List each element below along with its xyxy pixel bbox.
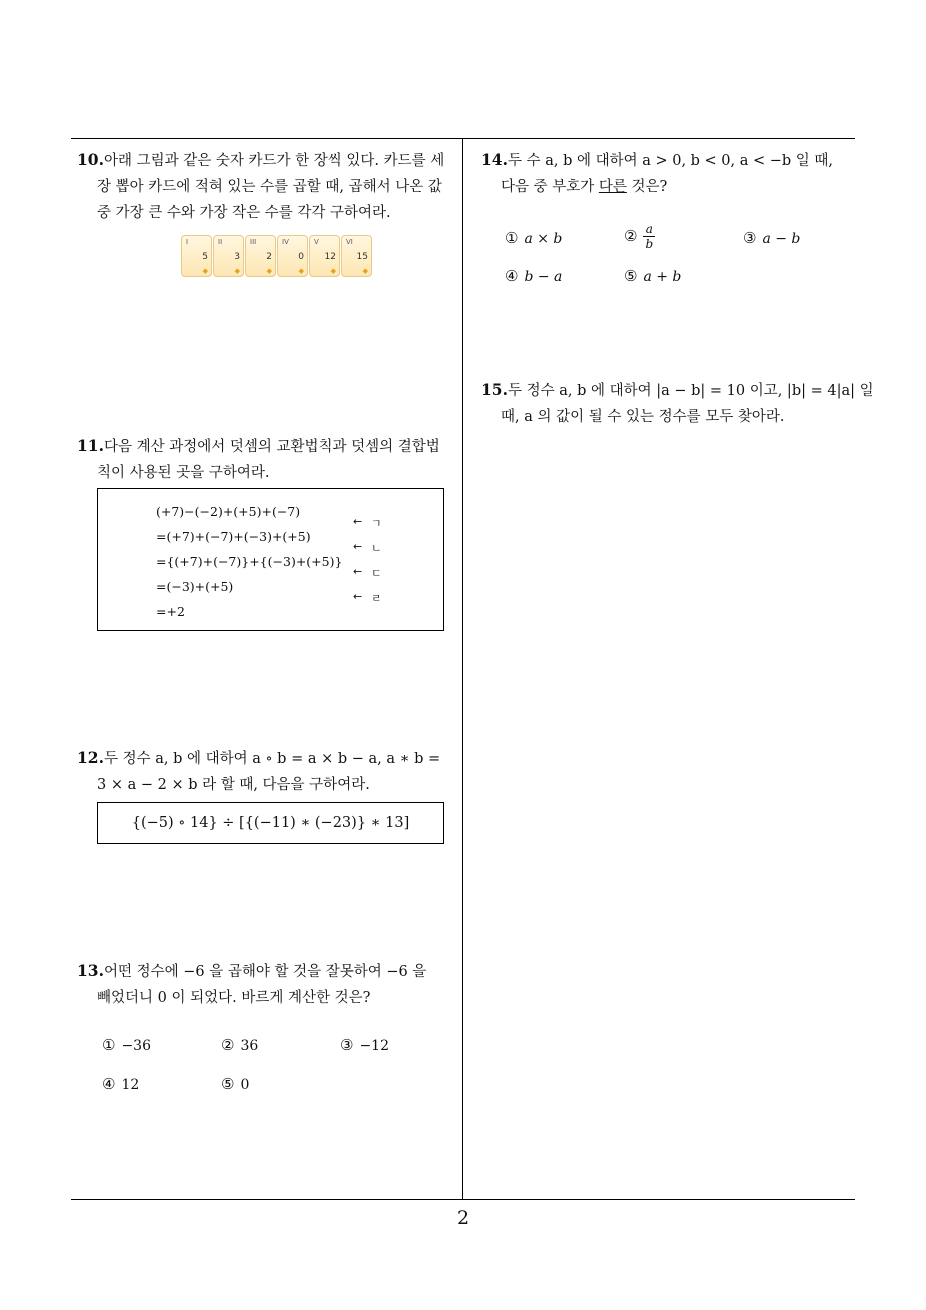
choice-text: −12 bbox=[359, 1038, 389, 1054]
numerator: a bbox=[643, 222, 655, 237]
card-roman: I bbox=[186, 238, 189, 246]
card-value: 3 bbox=[234, 252, 240, 262]
card-roman: III bbox=[250, 238, 257, 246]
page-number: 2 bbox=[456, 1207, 470, 1229]
problem-text: 다음 계산 과정에서 덧셈의 교환법칙과 덧셈의 결합법 bbox=[103, 439, 440, 455]
expression-box bbox=[97, 802, 444, 844]
calculation-box bbox=[97, 488, 444, 631]
card-value: 2 bbox=[266, 252, 272, 262]
choice-marker: ④ bbox=[102, 1075, 116, 1093]
problem-text: 3 × a − 2 × b 라 할 때, 다음을 구하여라. bbox=[97, 777, 370, 793]
problem-15 bbox=[481, 377, 874, 430]
choice-text: 12 bbox=[121, 1077, 140, 1093]
problem-number: 12. bbox=[77, 748, 104, 767]
choice-5[interactable] bbox=[624, 267, 681, 285]
choice-text: 36 bbox=[240, 1038, 259, 1054]
top-rule bbox=[71, 138, 855, 139]
problem-number: 13. bbox=[77, 961, 104, 980]
choice-text: a + b bbox=[643, 269, 682, 285]
calc-step: ={(+7)+(−7)}+{(−3)+(+5)} bbox=[156, 554, 343, 569]
problem-text: 칙이 사용된 곳을 구하여라. bbox=[97, 465, 270, 481]
problem-text: 두 정수 a, b 에 대하여 |a − b| = 10 이고, |b| = 4|a| 일 bbox=[507, 383, 874, 399]
choice-marker: ④ bbox=[505, 267, 519, 285]
choice-4[interactable] bbox=[505, 267, 562, 285]
problem-text: 다음 중 부호가 bbox=[501, 179, 599, 195]
problem-13 bbox=[77, 958, 426, 1011]
choice-marker: ⑤ bbox=[624, 267, 638, 285]
left-arrow-icon: ← bbox=[353, 565, 363, 578]
calc-step: (+7)−(−2)+(+5)+(−7) bbox=[156, 504, 301, 519]
number-card bbox=[277, 235, 308, 277]
choice-2[interactable] bbox=[221, 1036, 258, 1054]
bottom-rule bbox=[71, 1199, 855, 1200]
number-cards bbox=[181, 235, 372, 277]
choice-marker: ③ bbox=[743, 229, 757, 247]
problem-text: 두 정수 a, b 에 대하여 a ∘ b = a × b − a, a ∗ b = bbox=[103, 751, 441, 767]
number-card bbox=[181, 235, 212, 277]
choice-2[interactable] bbox=[624, 222, 655, 251]
card-diamond-icon: ◆ bbox=[234, 267, 240, 275]
choice-text: 0 bbox=[240, 1077, 250, 1093]
problem-text: 중 가장 큰 수와 가장 작은 수를 각각 구하여라. bbox=[97, 205, 391, 221]
problem-text: 때, a 의 값이 될 수 있는 정수를 모두 찾아라. bbox=[501, 409, 785, 425]
choice-1[interactable] bbox=[102, 1036, 151, 1054]
choice-marker: ① bbox=[505, 229, 519, 247]
underlined-word: 다른 bbox=[598, 179, 627, 195]
choice-text: a × b bbox=[524, 231, 563, 247]
problem-number: 10. bbox=[77, 150, 104, 169]
problem-number: 11. bbox=[77, 436, 104, 455]
choice-text: −36 bbox=[121, 1038, 151, 1054]
card-value: 0 bbox=[298, 252, 304, 262]
problem-12 bbox=[77, 745, 440, 798]
choice-3[interactable] bbox=[743, 229, 800, 247]
column-divider bbox=[462, 138, 463, 1200]
step-label: ㄷ bbox=[371, 567, 382, 580]
expression: {(−5) ∘ 14} ÷ [{(−11) ∗ (−23)} ∗ 13] bbox=[131, 815, 410, 831]
choice-1[interactable] bbox=[505, 229, 562, 247]
problem-text: 아래 그림과 같은 숫자 카드가 한 장씩 있다. 카드를 세 bbox=[103, 153, 445, 169]
choice-marker: ① bbox=[102, 1036, 116, 1054]
card-roman: II bbox=[218, 238, 223, 246]
card-roman: IV bbox=[282, 238, 289, 246]
card-diamond-icon: ◆ bbox=[266, 267, 272, 275]
number-card bbox=[245, 235, 276, 277]
problem-text: 빼었더니 0 이 되었다. 바르게 계산한 것은? bbox=[97, 990, 371, 1006]
choice-marker: ③ bbox=[340, 1036, 354, 1054]
card-diamond-icon: ◆ bbox=[330, 267, 336, 275]
left-arrow-icon: ← bbox=[353, 590, 363, 603]
step-label: ㄹ bbox=[371, 592, 382, 605]
calc-step: =+2 bbox=[156, 604, 185, 619]
problem-text: 장 뽑아 카드에 적혀 있는 수를 곱할 때, 곱해서 나온 값 bbox=[97, 179, 442, 195]
choice-marker: ② bbox=[624, 226, 638, 245]
choice-4[interactable] bbox=[102, 1075, 139, 1093]
problem-text: 두 수 a, b 에 대하여 a > 0, b < 0, a < −b 일 때, bbox=[507, 153, 834, 169]
problem-11 bbox=[77, 433, 440, 486]
card-diamond-icon: ◆ bbox=[298, 267, 304, 275]
card-diamond-icon: ◆ bbox=[202, 267, 208, 275]
card-value: 5 bbox=[202, 252, 208, 262]
left-arrow-icon: ← bbox=[353, 515, 363, 528]
choice-5[interactable] bbox=[221, 1075, 249, 1093]
card-value: 15 bbox=[356, 252, 368, 262]
card-value: 12 bbox=[324, 252, 336, 262]
number-card bbox=[213, 235, 244, 277]
problem-14 bbox=[481, 147, 833, 200]
card-diamond-icon: ◆ bbox=[362, 267, 368, 275]
fraction bbox=[643, 222, 655, 251]
problem-10 bbox=[77, 147, 444, 226]
left-arrow-icon: ← bbox=[353, 540, 363, 553]
problem-text: 것은? bbox=[626, 179, 668, 195]
problem-text: 어떤 정수에 −6 을 곱해야 할 것을 잘못하여 −6 을 bbox=[103, 964, 427, 980]
choice-marker: ② bbox=[221, 1036, 235, 1054]
step-label: ㄱ bbox=[371, 517, 382, 530]
card-roman: VI bbox=[346, 238, 353, 246]
calc-step: =(+7)+(−7)+(−3)+(+5) bbox=[156, 529, 311, 544]
number-card bbox=[309, 235, 340, 277]
problem-number: 14. bbox=[481, 150, 508, 169]
card-roman: V bbox=[314, 238, 319, 246]
choice-text: b − a bbox=[524, 269, 563, 285]
choice-marker: ⑤ bbox=[221, 1075, 235, 1093]
choice-3[interactable] bbox=[340, 1036, 389, 1054]
choice-text: a − b bbox=[762, 231, 801, 247]
problem-number: 15. bbox=[481, 380, 508, 399]
calc-step: =(−3)+(+5) bbox=[156, 579, 234, 594]
step-label: ㄴ bbox=[371, 542, 382, 555]
number-card bbox=[341, 235, 372, 277]
denominator: b bbox=[645, 237, 654, 251]
